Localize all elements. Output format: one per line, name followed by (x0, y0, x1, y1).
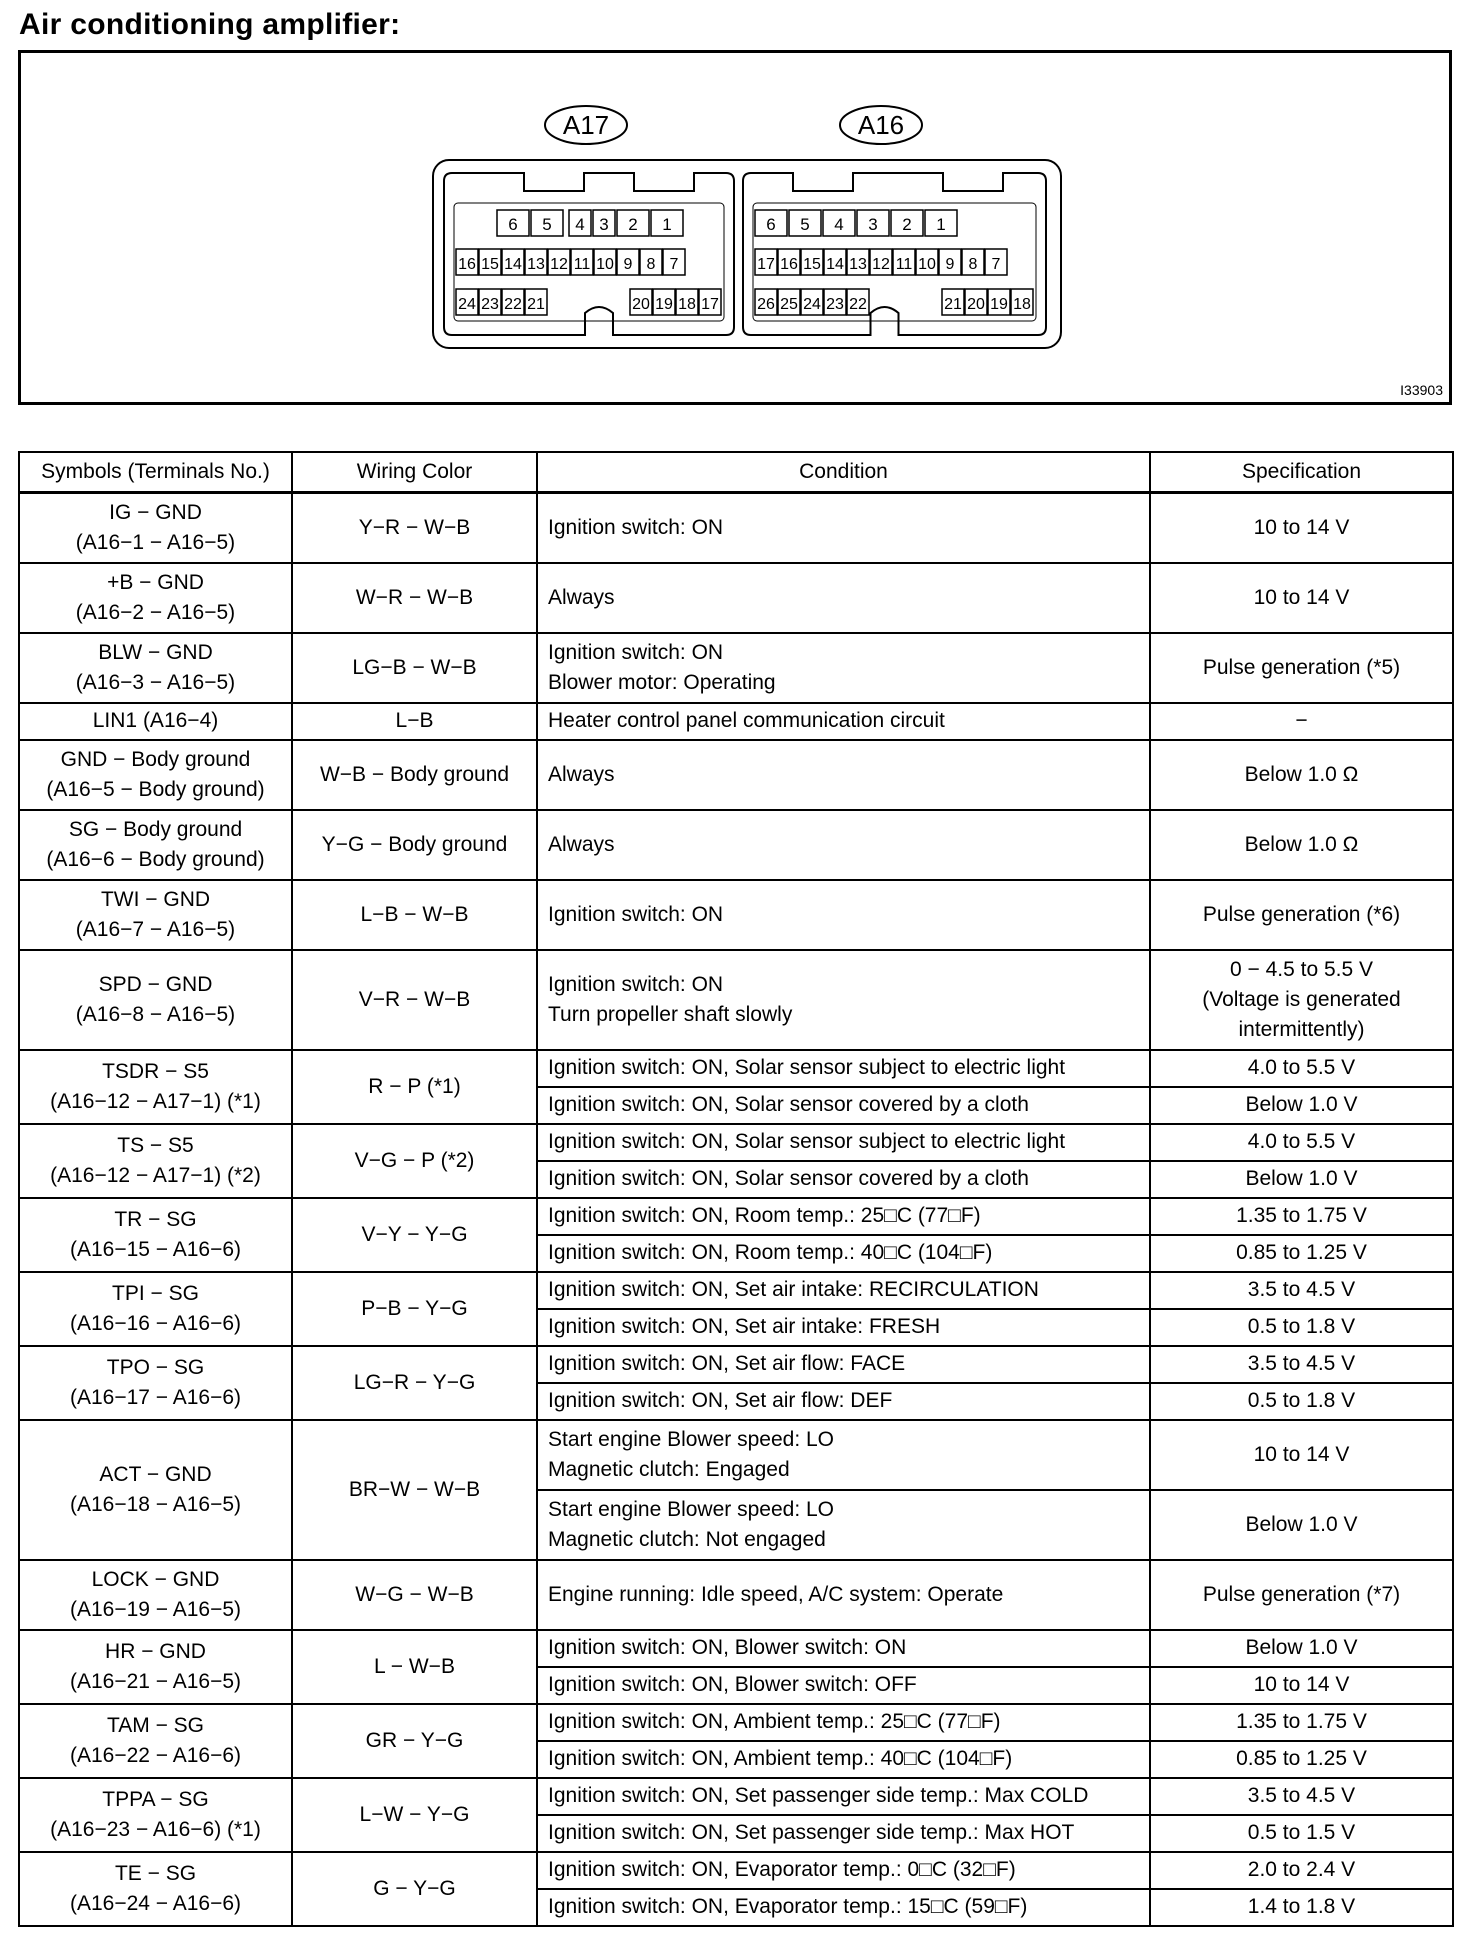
text-line: Below 1.0 V (1245, 1167, 1358, 1190)
terminal-number: 22 (504, 296, 522, 313)
text-line: Ignition switch: ON (548, 972, 724, 996)
terminal-number: 5 (542, 215, 552, 234)
specification-cell (1150, 1383, 1453, 1420)
terminal-number: 21 (944, 296, 962, 313)
condition-cell (537, 1161, 1150, 1198)
text-line: Ignition switch: ON (548, 902, 724, 926)
text-line: Below 1.0 Ω (1244, 762, 1359, 786)
condition-cell (537, 1124, 1150, 1161)
specification-cell (1150, 1490, 1453, 1560)
text-line: (A16−1 − A16−5) (75, 530, 236, 554)
condition-cell (537, 1852, 1150, 1889)
condition-cell (537, 1420, 1150, 1490)
terminal-number: 16 (458, 256, 476, 273)
text-line: Ignition switch: ON, Set air intake: FRESH (548, 1315, 941, 1338)
text-line: Always (548, 585, 615, 609)
text-line: Ignition switch: ON, Solar sensor subject to electric light (548, 1056, 1066, 1079)
condition-cell (537, 1741, 1150, 1778)
specification-cell (1150, 1309, 1453, 1346)
condition-cell (537, 1490, 1150, 1560)
terminal-number: 10 (596, 256, 614, 273)
text-line: 0.5 to 1.5 V (1247, 1821, 1356, 1844)
condition-cell (537, 1198, 1150, 1235)
condition-cell (537, 880, 1150, 950)
symbol-cell (19, 563, 292, 633)
table-row (19, 633, 1453, 703)
terminal-number: 1 (662, 215, 672, 234)
text-line: LIN1 (A16−4) (92, 709, 219, 732)
text-line: (A16−6 − Body ground) (46, 847, 265, 871)
condition-cell (537, 810, 1150, 880)
specification-cell (1150, 1198, 1453, 1235)
terminal-spec-table (18, 451, 1454, 1927)
text-line: TPI − SG (112, 1281, 199, 1305)
table-row (19, 880, 1453, 950)
text-line: SG − Body ground (68, 817, 243, 841)
specification-cell (1150, 1630, 1453, 1667)
symbol-cell (19, 1346, 292, 1420)
text-line: Heater control panel communication circuit (548, 709, 945, 732)
terminal-number: 11 (573, 256, 591, 273)
condition-cell (537, 1087, 1150, 1124)
specification-cell (1150, 1235, 1453, 1272)
text-line: TAM − SG (106, 1713, 205, 1737)
text-line: (A16−7 − A16−5) (75, 917, 236, 941)
text-line: 1.35 to 1.75 V (1236, 1710, 1367, 1733)
text-line: TPO − SG (106, 1355, 205, 1379)
header-symbols: Symbols (Terminals No.) (19, 452, 292, 493)
text-line: 10 to 14 V (1253, 1673, 1350, 1696)
terminal-number: 8 (646, 256, 656, 273)
wiring-color-cell: W−G − W−B (292, 1560, 537, 1630)
terminal-number: 9 (945, 256, 955, 273)
terminal-number: 21 (527, 296, 545, 313)
text-line: ACT − GND (99, 1462, 212, 1486)
symbol-cell (19, 1272, 292, 1346)
wiring-color-cell: V−Y − Y−G (292, 1198, 537, 1272)
terminal-number: 17 (701, 296, 719, 313)
text-line: Pulse generation (*7) (1202, 1582, 1401, 1606)
text-line: Pulse generation (*6) (1202, 902, 1401, 926)
terminal-number: 12 (550, 256, 568, 273)
text-line: (A16−12 − A17−1) (*1) (50, 1089, 261, 1113)
wiring-color-cell: W−B − Body ground (292, 740, 537, 810)
terminal-number: 19 (655, 296, 673, 313)
symbol-cell (19, 880, 292, 950)
condition-cell (537, 1560, 1150, 1630)
terminal-number: 24 (458, 296, 476, 313)
connector-label: A17 (562, 110, 610, 140)
symbol-cell (19, 1560, 292, 1630)
text-line: Below 1.0 V (1245, 1512, 1358, 1536)
text-line: Turn propeller shaft slowly (548, 1002, 793, 1026)
specification-cell (1150, 1124, 1453, 1161)
specification-cell (1150, 1704, 1453, 1741)
text-line: 10 to 14 V (1253, 585, 1350, 609)
text-line: LOCK − GND (91, 1567, 220, 1591)
specification-cell (1150, 563, 1453, 633)
table-row (19, 740, 1453, 810)
text-line: (A16−19 − A16−5) (69, 1597, 242, 1621)
text-line: 1.35 to 1.75 V (1236, 1204, 1367, 1227)
text-line: (A16−23 − A16−6) (*1) (50, 1817, 261, 1841)
header-wiring-color: Wiring Color (292, 452, 537, 493)
text-line: 0.5 to 1.8 V (1247, 1389, 1356, 1412)
text-line: Ignition switch: ON, Room temp.: 40□C (104□F) (548, 1241, 993, 1264)
table-row (19, 1124, 1453, 1161)
specification-cell (1150, 1667, 1453, 1704)
text-line: 3.5 to 4.5 V (1247, 1784, 1356, 1807)
terminal-number: 1 (936, 215, 946, 234)
wiring-color-cell: L − W−B (292, 1630, 537, 1704)
text-line: 0 − 4.5 to 5.5 V (1229, 957, 1374, 981)
text-line: Ignition switch: ON, Blower switch: ON (548, 1636, 907, 1659)
wiring-color-cell: R − P (*1) (292, 1050, 537, 1124)
specification-cell (1150, 740, 1453, 810)
wiring-color-cell: LG−R − Y−G (292, 1346, 537, 1420)
text-line: Pulse generation (*5) (1202, 655, 1401, 679)
table-row (19, 1778, 1453, 1815)
terminal-number: 23 (826, 296, 844, 313)
table-row (19, 703, 1453, 740)
specification-cell (1150, 633, 1453, 703)
wiring-color-cell: GR − Y−G (292, 1704, 537, 1778)
wiring-color-cell: Y−R − W−B (292, 493, 537, 563)
text-line: (A16−18 − A16−5) (69, 1492, 242, 1516)
text-line: Ignition switch: ON, Set passenger side temp.: Max HOT (548, 1821, 1075, 1844)
table-row (19, 1272, 1453, 1309)
text-line: (A16−15 − A16−6) (69, 1237, 242, 1261)
text-line: (A16−21 − A16−5) (69, 1669, 242, 1693)
terminal-number: 11 (895, 256, 913, 273)
text-line: 0.5 to 1.8 V (1247, 1315, 1356, 1338)
text-line: 10 to 14 V (1253, 1442, 1350, 1466)
text-line: 0.85 to 1.25 V (1236, 1747, 1367, 1770)
text-line: Ignition switch: ON (548, 515, 724, 539)
terminal-number: 13 (527, 256, 545, 273)
specification-cell (1150, 1852, 1453, 1889)
text-line: TS − S5 (117, 1133, 194, 1157)
text-line: 4.0 to 5.5 V (1247, 1056, 1356, 1079)
specification-cell (1150, 1560, 1453, 1630)
text-line: HR − GND (105, 1639, 206, 1663)
terminal-number: 3 (868, 215, 878, 234)
text-line: Magnetic clutch: Engaged (548, 1457, 790, 1481)
wiring-color-cell: L−W − Y−G (292, 1778, 537, 1852)
text-line: Ignition switch: ON, Ambient temp.: 40□C (104□F) (548, 1747, 1013, 1770)
condition-cell (537, 950, 1150, 1050)
terminal-number: 8 (968, 256, 978, 273)
terminal-number: 6 (508, 215, 518, 234)
symbol-cell (19, 493, 292, 563)
text-line: (A16−17 − A16−6) (69, 1385, 242, 1409)
terminal-number: 14 (504, 256, 522, 273)
terminal-number: 10 (918, 256, 936, 273)
terminal-number: 22 (849, 296, 867, 313)
terminal-number: 19 (990, 296, 1008, 313)
text-line: Always (548, 762, 615, 786)
text-line: Below 1.0 Ω (1244, 832, 1359, 856)
wiring-color-cell: L−B (292, 703, 537, 740)
text-line: Start engine Blower speed: LO (548, 1497, 835, 1521)
text-line: Ignition switch: ON, Set air flow: FACE (548, 1352, 906, 1375)
symbol-cell (19, 1778, 292, 1852)
text-line: Ignition switch: ON, Solar sensor covered by a cloth (548, 1167, 1029, 1190)
specification-cell (1150, 1346, 1453, 1383)
specification-cell (1150, 880, 1453, 950)
condition-cell (537, 1630, 1150, 1667)
terminal-number: 18 (1013, 296, 1031, 313)
symbol-cell (19, 1050, 292, 1124)
table-row (19, 1630, 1453, 1667)
table-row (19, 810, 1453, 880)
condition-cell (537, 740, 1150, 810)
specification-cell (1150, 810, 1453, 880)
text-line: 10 to 14 V (1253, 515, 1350, 539)
text-line: Ignition switch: ON, Set passenger side temp.: Max COLD (548, 1784, 1089, 1807)
wiring-color-cell: Y−G − Body ground (292, 810, 537, 880)
header-specification: Specification (1150, 452, 1453, 493)
terminal-number: 9 (623, 256, 633, 273)
table-row (19, 1198, 1453, 1235)
condition-cell (537, 1235, 1150, 1272)
specification-cell (1150, 1889, 1453, 1926)
text-line: (A16−12 − A17−1) (*2) (50, 1163, 261, 1187)
text-line: Ignition switch: ON, Set air flow: DEF (548, 1389, 893, 1412)
text-line: (A16−2 − A16−5) (75, 600, 236, 624)
text-line: TWI − GND (100, 887, 211, 911)
table-row (19, 1346, 1453, 1383)
specification-cell (1150, 1272, 1453, 1309)
condition-cell (537, 1272, 1150, 1309)
specification-cell (1150, 1050, 1453, 1087)
text-line: Ignition switch: ON, Solar sensor subject to electric light (548, 1130, 1066, 1153)
terminal-number: 15 (481, 256, 499, 273)
terminal-number: 7 (669, 256, 679, 273)
text-line: Ignition switch: ON, Evaporator temp.: 15□C (59□F) (548, 1895, 1028, 1918)
text-line: 3.5 to 4.5 V (1247, 1278, 1356, 1301)
text-line: BLW − GND (98, 640, 213, 664)
specification-cell (1150, 1087, 1453, 1124)
condition-cell (537, 1889, 1150, 1926)
connector-diagram (18, 50, 1452, 405)
terminal-number: 2 (902, 215, 912, 234)
specification-cell (1150, 1161, 1453, 1198)
symbol-cell (19, 633, 292, 703)
symbol-cell (19, 950, 292, 1050)
terminal-number: 20 (632, 296, 650, 313)
condition-cell (537, 1346, 1150, 1383)
text-line: Ignition switch: ON, Ambient temp.: 25□C (77□F) (548, 1710, 1001, 1733)
terminal-number: 5 (800, 215, 810, 234)
wiring-color-cell: L−B − W−B (292, 880, 537, 950)
text-line: − (1295, 709, 1308, 732)
table-header-row (19, 452, 1453, 493)
symbol-cell (19, 1704, 292, 1778)
table-row (19, 1050, 1453, 1087)
text-line: Magnetic clutch: Not engaged (548, 1527, 826, 1551)
condition-cell (537, 1815, 1150, 1852)
table-row (19, 1852, 1453, 1889)
text-line: Ignition switch: ON (548, 640, 724, 664)
text-line: TPPA − SG (102, 1787, 209, 1811)
wiring-color-cell: LG−B − W−B (292, 633, 537, 703)
symbol-cell (19, 1124, 292, 1198)
symbol-cell (19, 1420, 292, 1560)
text-line: (A16−3 − A16−5) (75, 670, 236, 694)
text-line: Ignition switch: ON, Set air intake: RECIRCULATION (548, 1278, 1039, 1301)
terminal-number: 20 (967, 296, 985, 313)
text-line: IG − GND (109, 500, 202, 524)
table-row (19, 1420, 1453, 1490)
table-row (19, 563, 1453, 633)
condition-cell (537, 1778, 1150, 1815)
text-line: GND − Body ground (60, 747, 251, 771)
condition-cell (537, 1050, 1150, 1087)
text-line: 1.4 to 1.8 V (1247, 1895, 1356, 1918)
text-line: Ignition switch: ON, Evaporator temp.: 0□C (32□F) (548, 1858, 1016, 1881)
text-line: Always (548, 832, 615, 856)
condition-cell (537, 563, 1150, 633)
condition-cell (537, 1667, 1150, 1704)
symbol-cell (19, 703, 292, 740)
text-line: 2.0 to 2.4 V (1247, 1858, 1356, 1881)
text-line: Start engine Blower speed: LO (548, 1427, 835, 1451)
specification-cell (1150, 950, 1453, 1050)
table-row (19, 950, 1453, 1050)
text-line: TE − SG (114, 1861, 197, 1885)
condition-cell (537, 703, 1150, 740)
terminal-number: 13 (849, 256, 867, 273)
wiring-color-cell: G − Y−G (292, 1852, 537, 1926)
text-line: TR − SG (114, 1207, 197, 1231)
symbol-cell (19, 1198, 292, 1272)
terminal-number: 15 (803, 256, 821, 273)
wiring-color-cell: P−B − Y−G (292, 1272, 537, 1346)
condition-cell (537, 633, 1150, 703)
figure-id: I33903 (1400, 382, 1443, 398)
symbol-cell (19, 740, 292, 810)
text-line: (A16−22 − A16−6) (69, 1743, 242, 1767)
text-line: (Voltage is generated (1202, 987, 1401, 1011)
terminal-number: 2 (628, 215, 638, 234)
text-line: Ignition switch: ON, Blower switch: OFF (548, 1673, 917, 1696)
text-line: Below 1.0 V (1245, 1093, 1358, 1116)
terminal-number: 12 (872, 256, 890, 273)
text-line: (A16−24 − A16−6) (69, 1891, 242, 1915)
table-row (19, 1560, 1453, 1630)
terminal-number: 26 (757, 296, 775, 313)
terminal-number: 3 (599, 215, 609, 234)
specification-cell (1150, 1778, 1453, 1815)
specification-cell (1150, 1815, 1453, 1852)
terminal-number: 17 (757, 256, 775, 273)
specification-cell (1150, 703, 1453, 740)
terminal-number: 6 (766, 215, 776, 234)
table-row (19, 1704, 1453, 1741)
text-line: (A16−16 − A16−6) (69, 1311, 242, 1335)
condition-cell (537, 1383, 1150, 1420)
text-line: Ignition switch: ON, Solar sensor covered by a cloth (548, 1093, 1029, 1116)
specification-cell (1150, 493, 1453, 563)
text-line: Below 1.0 V (1245, 1636, 1358, 1659)
text-line: SPD − GND (98, 972, 213, 996)
wiring-color-cell: V−R − W−B (292, 950, 537, 1050)
wiring-color-cell: BR−W − W−B (292, 1420, 537, 1560)
specification-cell (1150, 1420, 1453, 1490)
condition-cell (537, 1309, 1150, 1346)
symbol-cell (19, 1852, 292, 1926)
text-line: 0.85 to 1.25 V (1236, 1241, 1367, 1264)
text-line: (A16−5 − Body ground) (46, 777, 265, 801)
connector-diagram-svg (21, 53, 1449, 402)
condition-cell (537, 493, 1150, 563)
header-condition: Condition (537, 452, 1150, 493)
terminal-number: 25 (780, 296, 798, 313)
terminal-number: 16 (780, 256, 798, 273)
terminal-number: 14 (826, 256, 844, 273)
terminal-number: 18 (678, 296, 696, 313)
text-line: TSDR − S5 (102, 1059, 209, 1083)
text-line: +B − GND (107, 570, 204, 594)
text-line: Engine running: Idle speed, A/C system: Operate (548, 1582, 1004, 1606)
terminal-number: 7 (991, 256, 1001, 273)
wiring-color-cell: V−G − P (*2) (292, 1124, 537, 1198)
text-line: (A16−8 − A16−5) (75, 1002, 236, 1026)
condition-cell (537, 1704, 1150, 1741)
connector-label: A16 (857, 110, 905, 140)
text-line: Ignition switch: ON, Room temp.: 25□C (77□F) (548, 1204, 981, 1227)
terminal-number: 23 (481, 296, 499, 313)
text-line: Blower motor: Operating (548, 670, 776, 694)
symbol-cell (19, 810, 292, 880)
text-line: 3.5 to 4.5 V (1247, 1352, 1356, 1375)
wiring-color-cell: W−R − W−B (292, 563, 537, 633)
page-title: Air conditioning amplifier: (19, 8, 401, 41)
specification-cell (1150, 1741, 1453, 1778)
table-row (19, 493, 1453, 563)
terminal-number: 4 (834, 215, 844, 234)
symbol-cell (19, 1630, 292, 1704)
terminal-number: 4 (575, 215, 585, 234)
text-line: 4.0 to 5.5 V (1247, 1130, 1356, 1153)
terminal-number: 24 (803, 296, 821, 313)
text-line: intermittently) (1238, 1017, 1365, 1041)
